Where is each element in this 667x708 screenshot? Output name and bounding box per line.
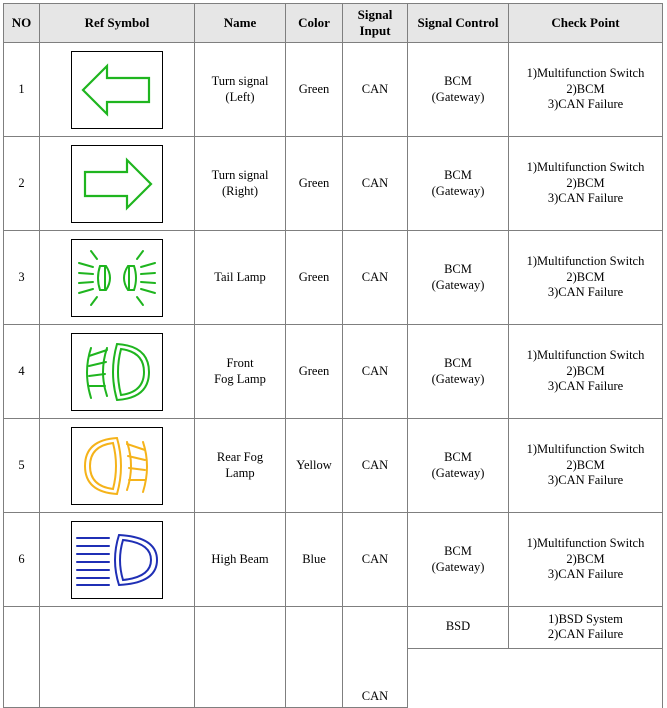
turn-signal-right-icon xyxy=(71,145,163,223)
lamp-color: Green xyxy=(286,325,343,419)
signal-control: BCM (Gateway) xyxy=(408,325,509,419)
ref-symbol-cell xyxy=(40,137,195,231)
tail-lamp-icon xyxy=(71,239,163,317)
header-color: Color xyxy=(286,4,343,43)
row-number: 3 xyxy=(4,231,40,325)
lamp-name: Turn signal (Left) xyxy=(195,43,286,137)
lamp-name: Rear Fog Lamp xyxy=(195,419,286,513)
header-check-point: Check Point xyxy=(509,4,663,43)
signal-input: CAN xyxy=(343,231,408,325)
header-signal-input: Signal Input xyxy=(343,4,408,43)
check-point: 1)Multifunction Switch 2)BCM 3)CAN Failure xyxy=(509,43,663,137)
lamp-color: Green xyxy=(286,137,343,231)
table-row xyxy=(4,137,663,231)
lamp-color: Yellow xyxy=(286,419,343,513)
signal-control: BCM (Gateway) xyxy=(408,43,509,137)
front-fog-lamp-icon xyxy=(71,333,163,411)
header-signal-control: Signal Control xyxy=(408,4,509,43)
row-number: 6 xyxy=(4,513,40,607)
lamp-name: High Beam xyxy=(195,513,286,607)
signal-input: CAN xyxy=(343,419,408,513)
ref-symbol-cell xyxy=(40,231,195,325)
lamp-color: Blue xyxy=(286,513,343,607)
lamp-color: Green xyxy=(286,231,343,325)
lamp-name: Front Fog Lamp xyxy=(195,325,286,419)
ref-symbol-cell xyxy=(40,419,195,513)
table-row xyxy=(4,43,663,137)
high-beam-icon xyxy=(71,521,163,599)
turn-signal-left-icon xyxy=(71,51,163,129)
lamp-name-empty xyxy=(195,607,286,708)
row-number-empty xyxy=(4,607,40,708)
signal-input: CAN xyxy=(343,43,408,137)
signal-input: CAN xyxy=(343,607,408,708)
lamp-color: Green xyxy=(286,43,343,137)
blank-cell xyxy=(408,648,663,707)
header-name: Name xyxy=(195,4,286,43)
ref-symbol-cell xyxy=(40,43,195,137)
check-point: 1)Multifunction Switch 2)BCM 3)CAN Failure xyxy=(509,419,663,513)
row-number: 5 xyxy=(4,419,40,513)
signal-control: BCM (Gateway) xyxy=(408,513,509,607)
table-row xyxy=(4,231,663,325)
check-point: 1)Multifunction Switch 2)BCM 3)CAN Failure xyxy=(509,137,663,231)
rear-fog-lamp-icon xyxy=(71,427,163,505)
signal-control: BCM (Gateway) xyxy=(408,419,509,513)
check-point: 1)Multifunction Switch 2)BCM 3)CAN Failure xyxy=(509,325,663,419)
lamp-name: Tail Lamp xyxy=(195,231,286,325)
table-header-row xyxy=(4,4,663,43)
table-row xyxy=(4,419,663,513)
lamp-name: Turn signal (Right) xyxy=(195,137,286,231)
ref-symbol-cell xyxy=(40,513,195,607)
signal-control: BCM (Gateway) xyxy=(408,231,509,325)
signal-control: BSD xyxy=(408,607,509,649)
ref-symbol-empty xyxy=(40,607,195,708)
lamp-color-empty xyxy=(286,607,343,708)
header-ref-symbol: Ref Symbol xyxy=(40,4,195,43)
check-point: 1)Multifunction Switch 2)BCM 3)CAN Failure xyxy=(509,513,663,607)
row-number: 4 xyxy=(4,325,40,419)
table-row-partial xyxy=(4,607,663,649)
header-no: NO xyxy=(4,4,40,43)
table-row xyxy=(4,325,663,419)
signal-input: CAN xyxy=(343,513,408,607)
ref-symbol-cell xyxy=(40,325,195,419)
check-point: 1)BSD System 2)CAN Failure xyxy=(509,607,663,649)
table-row xyxy=(4,513,663,607)
check-point: 1)Multifunction Switch 2)BCM 3)CAN Failure xyxy=(509,231,663,325)
row-number: 2 xyxy=(4,137,40,231)
signal-control: BCM (Gateway) xyxy=(408,137,509,231)
warning-lamp-table xyxy=(3,3,663,708)
signal-input: CAN xyxy=(343,137,408,231)
signal-input: CAN xyxy=(343,325,408,419)
row-number: 1 xyxy=(4,43,40,137)
